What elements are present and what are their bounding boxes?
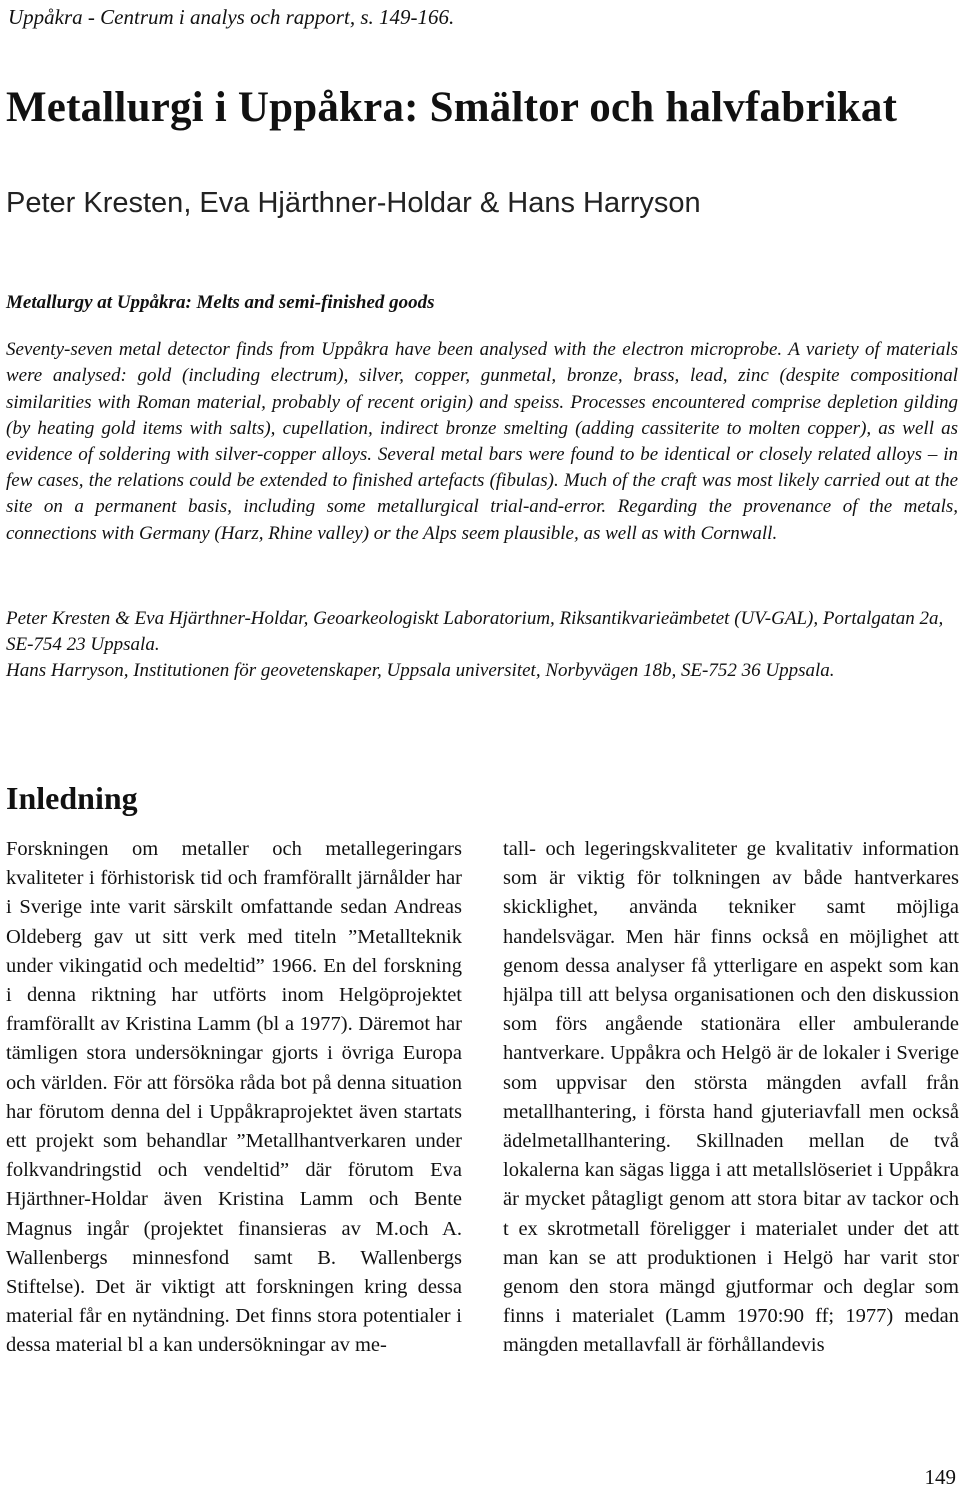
affiliation-line-1: Peter Kresten & Eva Hjärthner-Holdar, Geoarkeologiskt Laboratorium, Riksantikvarieämbetet (UV-GAL), Portalgatan 2a, SE-754 23 Uppsala. bbox=[6, 608, 944, 656]
article-title: Metallurgi i Uppåkra: Smältor och halvfabrikat bbox=[6, 84, 898, 131]
right-column-text: tall- och legeringskvaliteter ge kvalitativ information som är viktig för tolkningen av både hantverkares skicklighet, använda tekniker samt möjliga handelsvägar. Men här finns också en möjlighet att genom dessa analyser få ytterligare en aspekt som kan hjälpa till att belysa organisationen och den diskussion som förs angående stationära eller ambulerande hantverkare. Uppåkra och Helgö är de lokaler i Sverige som uppvisar den största mängden avfall från metallhantering, i första hand gjuteriavfall men också ädelmetallhantering. Skillnaden mellan de två lokalerna kan sägas ligga i att metallslöseriet i Uppåkra är mycket påtagligt genom att stora bitar av tackor och t ex skrotmetall föreligger i materialet under det att man kan se att produktionen i Helgö har varit stor genom den stora mängd gjutformar och deglar som finns i materialet (Lamm 1970:90 ff; 1977) medan mängden metallavfall är förhållandevis bbox=[503, 838, 959, 1357]
author-affiliations bbox=[6, 606, 958, 685]
abstract-body: Seventy-seven metal detector finds from Uppåkra have been analysed with the electron microprobe. A variety of materials were analysed: gold (including electrum), silver, copper, gunmetal, bronze, brass, lead, zinc (despite compositional similarities with Roman material, probably of recent origin) and speiss. Processes encountered comprise depletion gilding (by heating gold items with salts), cupellation, indirect bronze smelting (adding cassiterite to molten copper), as well as evidence of soldering with silver-copper alloys. Several metal bars were found to be identical or closely related alloys – in few cases, the relations could be extended to finished artefacts (fibulas). Much of the craft was most likely carried out at the site on a permanent basis, including some metallurgical trial-and-error. Regarding the provenance of the metals, connections with Germany (Harz, Rhine valley) or the Alps seem plausible, as well as with Cornwall. bbox=[6, 339, 958, 544]
abstract bbox=[6, 290, 958, 547]
article-authors: Peter Kresten, Eva Hjärthner-Holdar & Hans Harryson bbox=[6, 187, 701, 219]
body-column-left bbox=[6, 835, 462, 1361]
affiliation-line-2: Hans Harryson, Institutionen för geovetenskaper, Uppsala universitet, Norbyvägen 18b, SE-752 36 Uppsala. bbox=[6, 660, 835, 682]
running-head: Uppåkra - Centrum i analys och rapport, s. 149-166. bbox=[8, 5, 455, 29]
abstract-english-title: Metallurgy at Uppåkra: Melts and semi-finished goods bbox=[6, 292, 435, 313]
page-number: 149 bbox=[924, 1465, 956, 1489]
section-heading: Inledning bbox=[6, 780, 138, 816]
body-column-right bbox=[503, 835, 959, 1361]
left-column-text: Forskningen om metaller och metallegeringars kvaliteter i förhistorisk tid och framförallt järnålder har i Sverige inte varit särskilt omfattande sedan Andreas Oldeberg gav ut sitt verk med titeln ”Metallteknik under vikingatid och medeltid” 1966. En del forskning i denna riktning har utförts inom Helgöprojektet framförallt av Kristina Lamm (bl a 1977). Däremot har tämligen stora undersökningar gjorts i övriga Europa och världen. För att försöka råda bot på denna situation har förutom denna del i Uppåkraprojektet även startats ett projekt som behandlar ”Metallhantverkaren under folkvandringstid och vendeltid” där förutom Eva Hjärthner-Holdar även Kristina Lamm och Bente Magnus ingår (projektet finansieras av M.och A. Wallenbergs minnesfond samt B. Wallenbergs Stiftelse). Det är viktigt att forskningen kring dessa material får en nytändning. Det finns stora potentialer i dessa material bl a kan undersökningar av me- bbox=[6, 838, 462, 1357]
